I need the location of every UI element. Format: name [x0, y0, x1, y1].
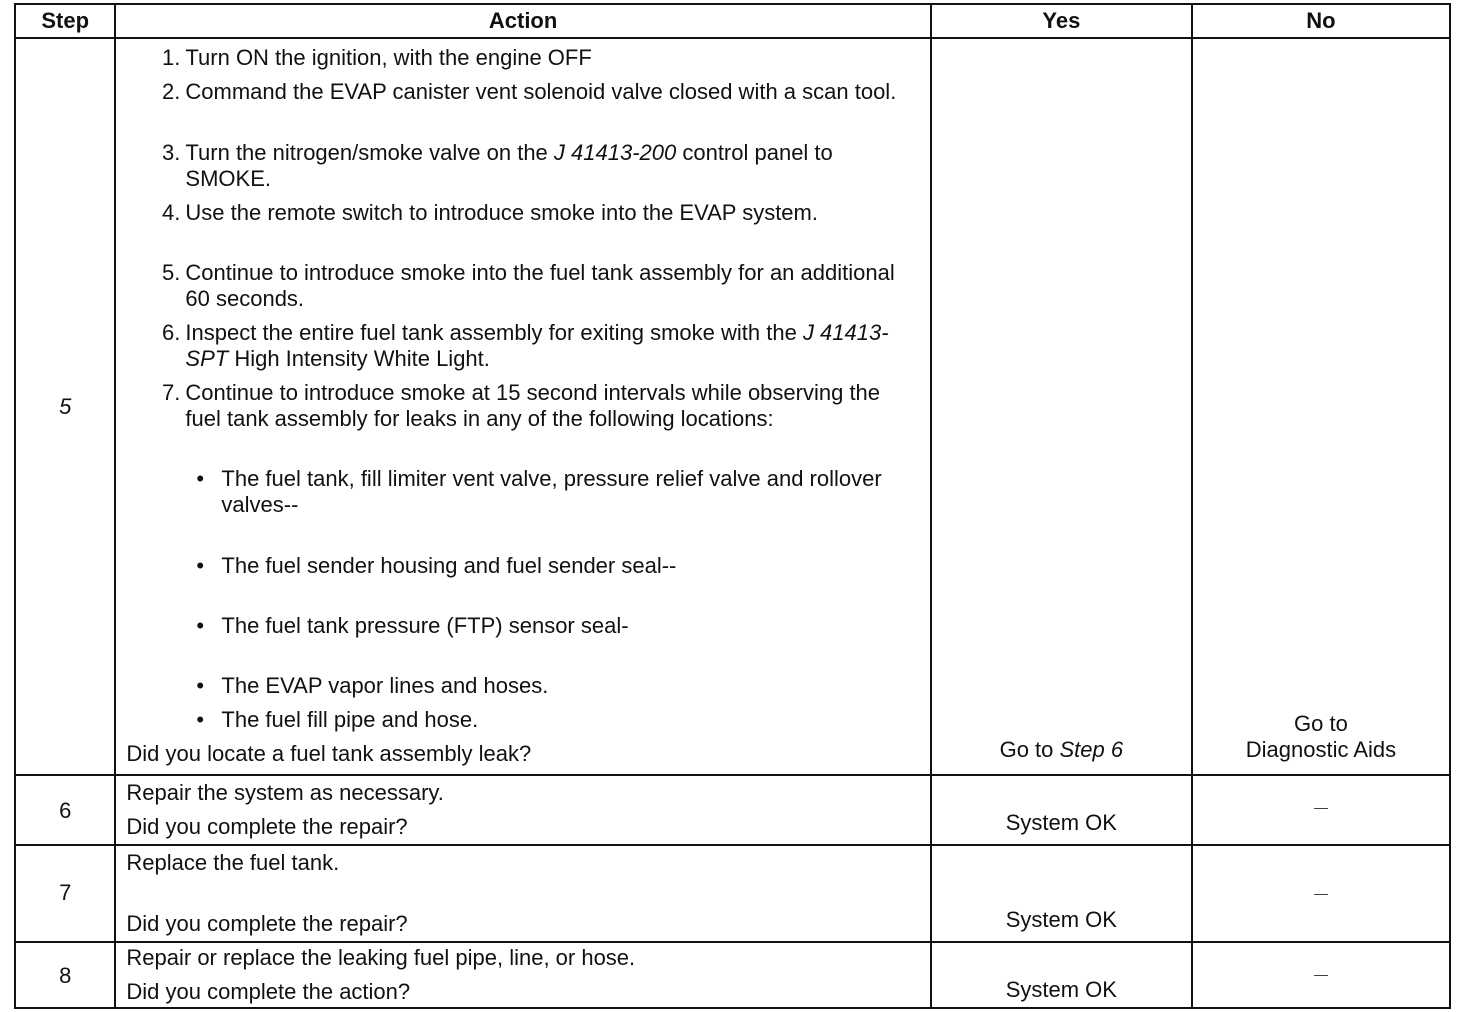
step-number: 7 [59, 880, 72, 905]
no-result-line1: Go to [1294, 711, 1348, 736]
no-result: — [1313, 885, 1328, 901]
step-number: 5 [59, 394, 72, 419]
table-row-step-6 [15, 775, 1450, 845]
table-row-step-8 [15, 942, 1450, 1008]
yes-cell [931, 38, 1192, 775]
step-cell [15, 775, 115, 845]
step-number: 6 [59, 798, 72, 823]
action-cell [115, 942, 930, 1008]
no-result-line2: Diagnostic Aids [1245, 737, 1397, 762]
step-cell [15, 38, 115, 775]
diagnostic-table [14, 3, 1451, 1009]
table-row-step-7 [15, 845, 1450, 942]
step-cell [15, 845, 115, 942]
header-yes: Yes [931, 4, 1192, 38]
header-no: No [1192, 4, 1450, 38]
diagnostic-table-page [14, 3, 1451, 1007]
question-text: Did you complete the action? [126, 979, 411, 1004]
tool-reference: J 41413-200 [553, 140, 677, 165]
no-cell [1192, 38, 1450, 775]
table-header-row [15, 4, 1450, 38]
header-step: Step [15, 4, 115, 38]
yes-cell [931, 845, 1192, 942]
tool-reference: J 41413-SPT [185, 320, 889, 371]
question-text: Did you complete the repair? [126, 911, 408, 936]
action-text: Repair the system as necessary. [126, 780, 444, 805]
action-text: Repair or replace the leaking fuel pipe, line, or hose. [126, 945, 636, 970]
yes-result: System OK [1005, 810, 1117, 835]
table-row-step-5 [15, 38, 1450, 775]
yes-result: Go to Step 6 [999, 737, 1124, 762]
no-result: — [1313, 966, 1328, 982]
question-text: Did you complete the repair? [126, 814, 408, 839]
action-cell: 1. Turn ON the ignition, with the engine OFF 2. Command the EVAP canister vent solenoid valve closed with a scan tool. 3. Turn the nitrogen/smoke valve on the J 41413-200 control panel to SMOKE. 4. Use the remote switch to introduce smoke into the EVAP system. 5. Continue to introduce smoke into the fuel tank assembly for an additional 60 seconds. 6. Inspect the entire fuel tank assembly for exiting smoke with the J 41413-SPT High Intensity White Light. 7. Continue to introduce smoke at 15 second intervals while observing the fuel tank assembly for leaks in any of the following locations: • The fuel tank, fill limiter vent valve, pressure relief valve and rollover valves-- • The fuel sender housing and fuel sender seal-- • The fuel tank pressure (FTP) sensor seal- • The EVAP vapor lines and hoses. • The fuel fill pipe and hose. Did you locate a fuel tank assembly leak? [115, 38, 930, 775]
yes-cell [931, 942, 1192, 1008]
no-cell [1192, 775, 1450, 845]
action-text: Replace the fuel tank. [126, 850, 340, 875]
action-cell [115, 775, 930, 845]
yes-result: System OK [1005, 907, 1117, 932]
question-text: Did you locate a fuel tank assembly leak? [126, 741, 532, 766]
no-cell [1192, 942, 1450, 1008]
yes-result: System OK [1005, 977, 1117, 1002]
action-cell [115, 845, 930, 942]
yes-cell [931, 775, 1192, 845]
step-cell [15, 942, 115, 1008]
no-result: — [1313, 799, 1328, 815]
header-action: Action [115, 4, 930, 38]
step-number: 8 [59, 963, 72, 988]
no-cell [1192, 845, 1450, 942]
